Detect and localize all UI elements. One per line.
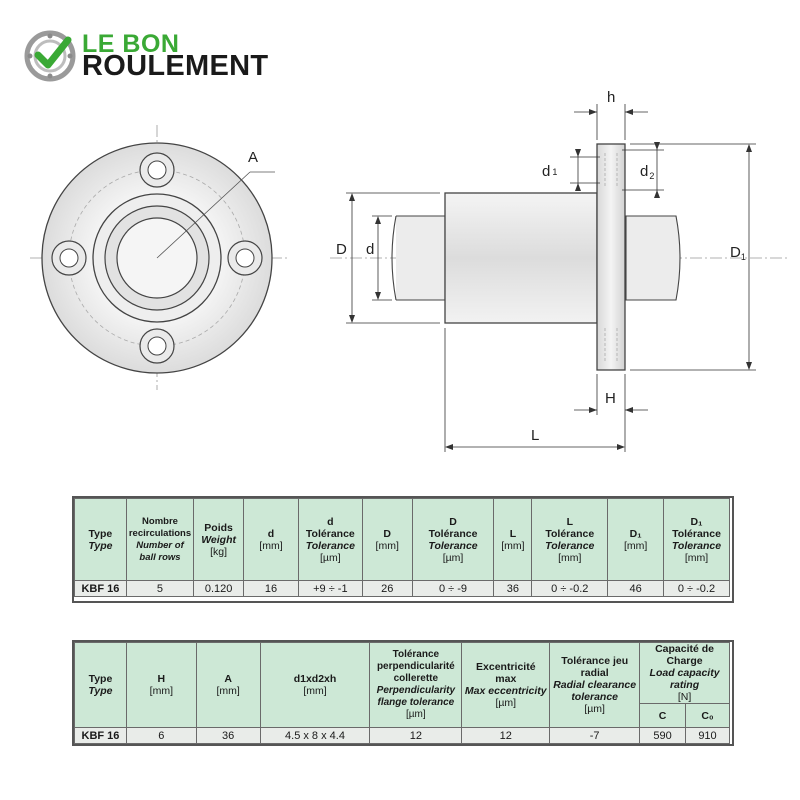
- t2-cell-c0: 910: [686, 728, 730, 744]
- t2-h-perp: Tolérance perpendicularité collerette Perpendicularity flange tolerance [µm]: [370, 643, 462, 728]
- t2-h-type: Type Type: [75, 643, 127, 728]
- dim-label-d1-outer: $D_1$: [730, 244, 746, 262]
- t2-h-ecc: Excentricité max Max eccentricity [µm]: [462, 643, 550, 728]
- t1-h-d: d [mm]: [244, 499, 299, 581]
- t2-cell-a: 36: [196, 728, 260, 744]
- t2-cell-c: 590: [640, 728, 686, 744]
- technical-drawing: [0, 85, 800, 465]
- spec-table-2: [74, 642, 730, 744]
- t1-h-type: Type Type: [75, 499, 127, 581]
- t1-cell-bigd-tol: 0 ÷ -9: [412, 581, 494, 597]
- t1-h-bigd-tol: D Tolérance Tolerance [µm]: [412, 499, 494, 581]
- dim-label-small-d: d: [366, 241, 375, 258]
- t2-h-clearance: Tolérance jeu radial Radial clearance tolerance [µm]: [550, 643, 640, 728]
- t1-cell-d1-tol: 0 ÷ -0.2: [664, 581, 730, 597]
- logo-line-2: ROULEMENT: [82, 50, 269, 82]
- t1-cell-d-tol: +9 ÷ -1: [298, 581, 362, 597]
- dim-label-l: L: [531, 427, 540, 444]
- table-row: [75, 728, 730, 744]
- t2-h-c0: C₀: [686, 704, 730, 728]
- t2-cell-h: 6: [126, 728, 196, 744]
- t2-cell-ecc: 12: [462, 728, 550, 744]
- t1-h-d-tol: d Tolérance Tolerance [µm]: [298, 499, 362, 581]
- t1-cell-weight: 0.120: [194, 581, 244, 597]
- table2-header-row: [75, 643, 730, 704]
- brand-logo: [24, 28, 304, 84]
- t2-cell-holes: 4.5 x 8 x 4.4: [260, 728, 370, 744]
- t2-cell-perp: 12: [370, 728, 462, 744]
- dim-label-d2-hole: $d_2$: [640, 163, 655, 181]
- t2-h-h: H [mm]: [126, 643, 196, 728]
- t2-h-c: C: [640, 704, 686, 728]
- dim-label-h-small: h: [607, 89, 616, 106]
- dim-label-d1-hole: d 1: [542, 163, 558, 180]
- bearing-check-icon: [24, 28, 80, 84]
- t1-h-rows: Nombre recirculations Number of ball rows: [126, 499, 193, 581]
- t1-h-d1-tol: D₁ Tolérance Tolerance [mm]: [664, 499, 730, 581]
- t1-h-weight: Poids Weight [kg]: [194, 499, 244, 581]
- t1-h-d1: D₁ [mm]: [608, 499, 664, 581]
- t1-cell-l-tol: 0 ÷ -0.2: [532, 581, 608, 597]
- t2-h-capacity: Capacité de Charge Load capacity rating [N]: [640, 643, 730, 704]
- t1-cell-bigd: 26: [362, 581, 412, 597]
- t1-cell-l: 36: [494, 581, 532, 597]
- t1-cell-type: KBF 16: [75, 581, 127, 597]
- t2-h-a: A [mm]: [196, 643, 260, 728]
- t1-cell-d: 16: [244, 581, 299, 597]
- t1-h-l-tol: L Tolérance Tolerance [mm]: [532, 499, 608, 581]
- t1-h-bigd: D [mm]: [362, 499, 412, 581]
- dim-label-h-big: H: [605, 390, 616, 407]
- spec-table-1: [74, 498, 730, 597]
- side-view: [330, 144, 790, 370]
- table-row: [75, 581, 730, 597]
- t1-cell-rows: 5: [126, 581, 193, 597]
- dim-label-a: A: [248, 149, 259, 166]
- t2-cell-type: KBF 16: [75, 728, 127, 744]
- logo-line-1: LE BON: [82, 30, 180, 58]
- t1-cell-d1: 46: [608, 581, 664, 597]
- t2-cell-clearance: -7: [550, 728, 640, 744]
- t1-h-l: L [mm]: [494, 499, 532, 581]
- table1-header-row: [75, 499, 730, 581]
- dim-label-big-d: D: [336, 241, 347, 258]
- t2-h-holes: d1xd2xh [mm]: [260, 643, 370, 728]
